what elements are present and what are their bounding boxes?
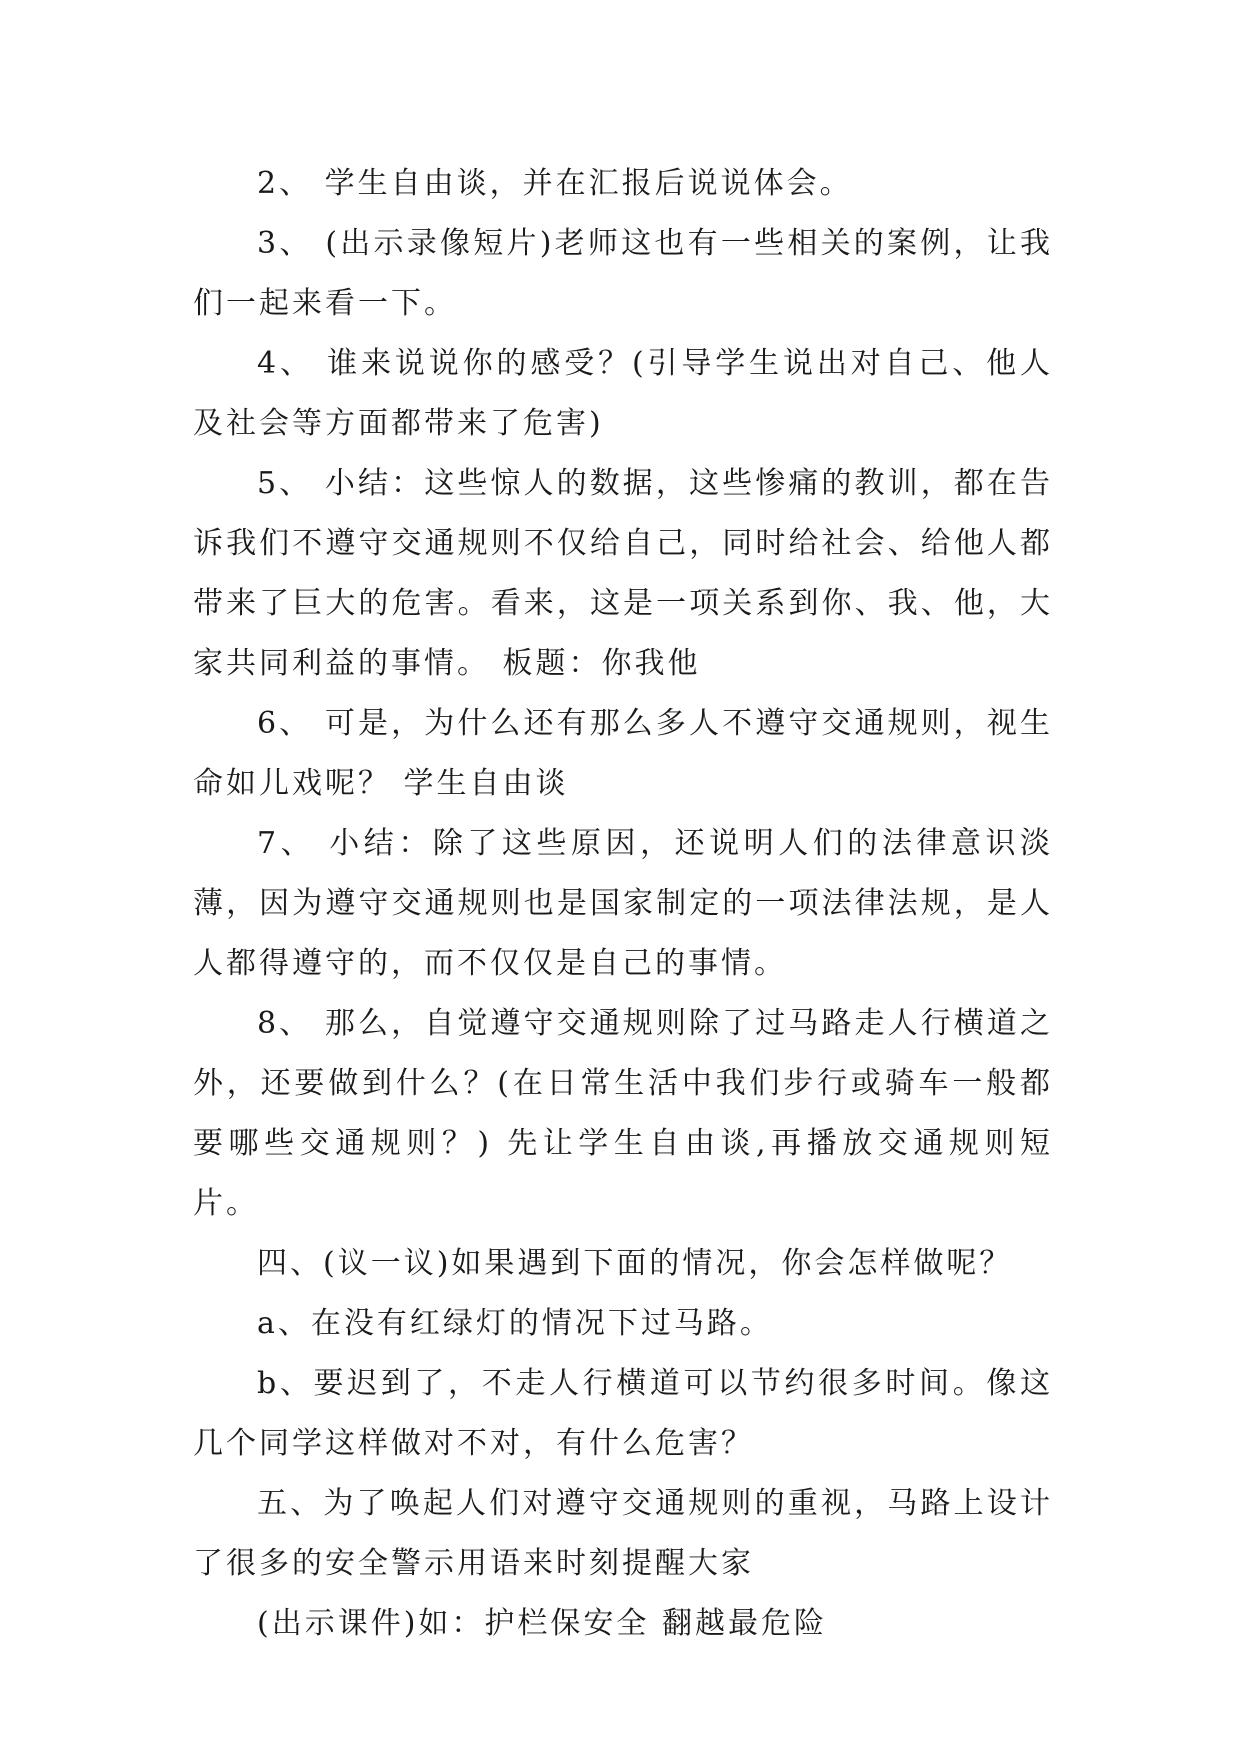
- paragraph-step-5: 5、 小结：这些惊人的数据，这些惨痛的教训，都在告诉我们不遵守交通规则不仅给自己，同时给社会、给他人都带来了巨大的危害。看来，这是一项关系到你、我、他，大家共同利益的事情。 板题：你我他: [193, 466, 1053, 681]
- paragraph-step-8: 8、 那么，自觉遵守交通规则除了过马路走人行横道之外，还要做到什么？(在日常生活中我们步行或骑车一般都要哪些交通规则？) 先让学生自由谈,再播放交通规则短片。: [193, 1006, 1053, 1221]
- section-heading-four: 四、(议一议)如果遇到下面的情况，你会怎样做呢？: [257, 1246, 1013, 1281]
- section-heading-five: 五、为了唤起人们对遵守交通规则的重视，马路上设计了很多的安全警示用语来时刻提醒大家: [193, 1486, 1053, 1581]
- paragraph-case-b: b、要迟到了，不走人行横道可以节约很多时间。像这几个同学这样做对不对，有什么危害？: [193, 1366, 1053, 1461]
- paragraph-courseware-example: (出示课件)如：护栏保安全 翻越最危险: [257, 1606, 827, 1641]
- paragraph-step-7: 7、 小结：除了这些原因，还说明人们的法律意识淡薄，因为遵守交通规则也是国家制定的一项法律法规，是人人都得遵守的，而不仅仅是自己的事情。: [193, 826, 1053, 981]
- paragraph-step-2: 2、 学生自由谈，并在汇报后说说体会。: [257, 166, 853, 201]
- paragraph-step-4: 4、 谁来说说你的感受？(引导学生说出对自己、他人及社会等方面都带来了危害): [193, 346, 1053, 441]
- document-body: [193, 154, 1053, 1654]
- paragraph-case-a: a、在没有红绿灯的情况下过马路。: [257, 1306, 773, 1341]
- paragraph-step-6: 6、 可是，为什么还有那么多人不遵守交通规则，视生命如儿戏呢？ 学生自由谈: [193, 706, 1053, 801]
- paragraph-step-3: 3、 (出示录像短片)老师这也有一些相关的案例，让我们一起来看一下。: [193, 226, 1053, 321]
